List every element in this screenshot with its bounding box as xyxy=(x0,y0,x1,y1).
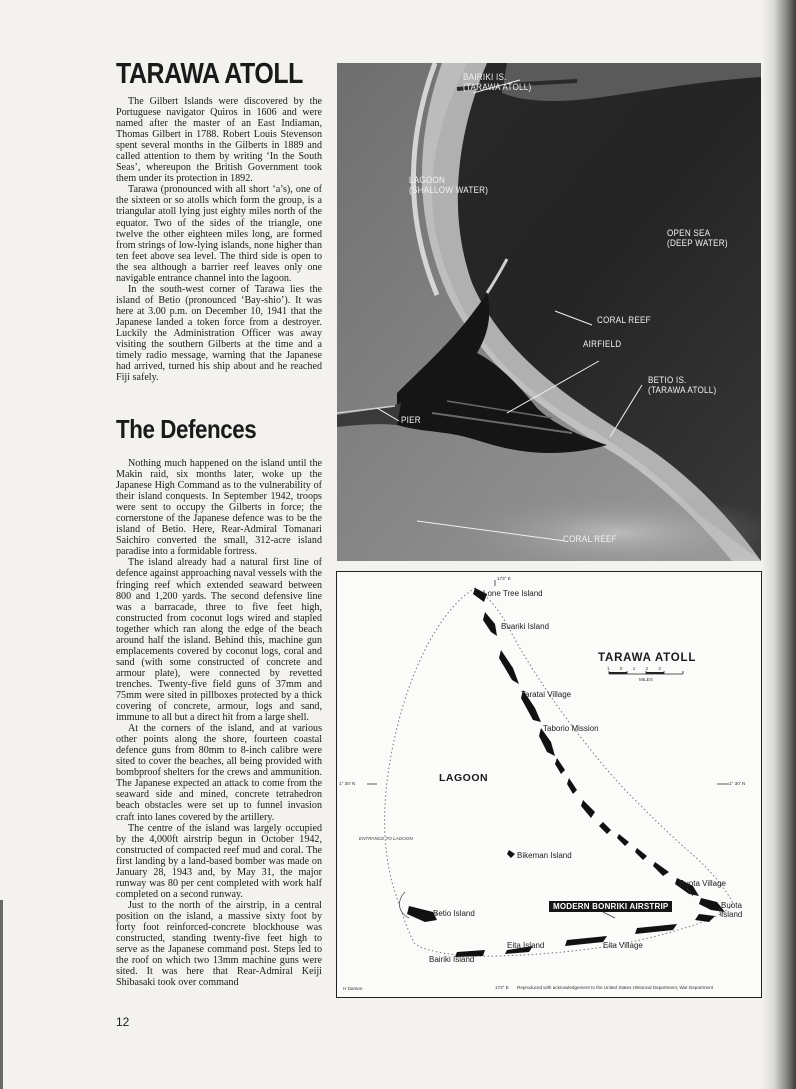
lat-label-left: 1° 30' N xyxy=(339,781,356,786)
airstrip-label: MODERN BONRIKI AIRSTRIP xyxy=(549,901,672,912)
paragraph: Just to the north of the airstrip, in a central position on the island, a massive sixty foot by forty foot reinforced-concrete blockhouse was constructed, standing twenty-five feet high to serve as the Japanese command post. Steps led to the roof on which two 13mm machine guns were sited. It was here that Rear-Admiral Keiji Shibasaki took over command xyxy=(116,899,322,989)
aerial-photo xyxy=(337,63,761,561)
atoll-text xyxy=(116,96,322,383)
label-coral-reef-lower: CORAL REEF xyxy=(563,534,617,545)
paragraph: In the south-west corner of Tarawa lies the island of Betio (pronounced ‘Bay-shio’). It was here at 3.00 p.m. on December 10, 1941 that the Japanese landed a token force from a destroyer. Luckily the Administration Officer was away visiting the southern Gilberts at the time and a timely radio message, warning that the Japanese had arrived, turned his ship about and he reached Fiji safely. xyxy=(116,283,322,384)
lon-label-top: 173° E xyxy=(497,576,511,581)
paragraph: Tarawa (pronounced with all short ‘a’s), one of the sixteen or so atolls which form the group, is a triangular atoll lying just eighty miles north of the equator. Two of the sides of the triangle, one twelve the other eighteen miles long, are formed from strings of low-lying islands, none higher than ten feet above sea level. The third side is open to the sea although a barrier reef leaves only one navigable entrance channel into the lagoon. xyxy=(116,184,322,284)
lon-label-bottom: 173° E xyxy=(495,985,509,990)
atoll-outline xyxy=(337,572,761,997)
tarawa-map xyxy=(336,571,762,998)
place-eita-village: Eita Village xyxy=(603,941,643,950)
entrance-label: ENTRANCE TO LAGOON xyxy=(359,836,413,841)
label-bairiki: BAIRIKI IS. (TARAWA ATOLL) xyxy=(463,72,532,93)
aerial-photo-image xyxy=(337,63,761,561)
paragraph: The Gilbert Islands were discovered by the Portuguese navigator Quiros in 1606 and were named after the master of an East Indiaman, Thomas Gilbert in 1788. Robert Louis Stevenson spent several months in the Gilberts in 1889 and called attention to them by writing ‘In the South Seas’, whereupon the British Government took them under its protection in 1892. xyxy=(116,96,322,185)
label-betio: BETIO IS. (TARAWA ATOLL) xyxy=(648,375,717,396)
place-bikeman: Bikeman Island xyxy=(517,851,572,860)
scale-unit: MILES xyxy=(639,677,653,682)
label-airfield: AIRFIELD xyxy=(583,339,622,350)
section-title: The Defences xyxy=(116,414,257,444)
place-lone-tree: Lone Tree Island xyxy=(483,589,543,598)
label-lagoon: LAGOON (SHALLOW WATER) xyxy=(409,175,489,196)
place-betio: Betio Island xyxy=(433,909,475,918)
page-title: TARAWA ATOLL xyxy=(116,58,303,90)
place-taratai: Taratai Village xyxy=(521,690,572,699)
lat-label-right: 1° 30' N xyxy=(729,781,746,786)
place-buota-village: Buota Village xyxy=(679,879,726,888)
map-credit-artist: H Damon xyxy=(343,986,363,991)
page-number: 12 xyxy=(116,1015,130,1029)
page-left-edge xyxy=(0,900,3,1089)
scale-ticks: 1 0 1 2 3 xyxy=(607,666,661,671)
page-binding-shadow xyxy=(762,0,796,1089)
label-open-sea: OPEN SEA (DEEP WATER) xyxy=(667,228,728,249)
paragraph: The centre of the island was largely occupied by the 4,000ft airstrip begun in October 1942, constructed of compacted reef mud and coral. The first landing by a land-based bomber was made on January 28, 1943 and, by May 31, the major runway was 80 per cent completed with work half completed on a second runway. xyxy=(116,822,322,900)
place-bairiki: Bairiki Island xyxy=(429,955,475,964)
paragraph: Nothing much happened on the island until the Makin raid, six months later, woke up the Japanese High Command as to the vulnerability of their island conquests. In September 1942, troops were sent to occupy the Gilberts in force; the cornerstone of the Japanese defence was to be the island of Betio. Here, Rear-Admiral Tomanari Saichiro converted the small, 312-acre island paradise into a formidable fortress. xyxy=(116,458,322,558)
paragraph: The island already had a natural first line of defence against approaching naval vessels with the fringing reef which extended seaward between 800 and 1,200 yards. The second defensive line was a barracade, three to five feet high, constructed from coconut logs wired and stapled together which ran along the edge of the beach around half the island. Behind this, machine gun emplacements covered by coconut logs, coral and sand (with some constructed of concrete and armour plate), were connected by revetted trenches. Twenty-five field guns of 37mm and 75mm were sited in pillboxes protected by a thick covering of concrete, armour, logs and sand, immune to all but a direct hit from a large shell. xyxy=(116,557,322,724)
place-buariki: Buariki Island xyxy=(501,622,550,631)
place-buota-island: Buota Island xyxy=(721,901,743,919)
place-taborio: Taborio Mission xyxy=(543,724,599,733)
label-pier: PIER xyxy=(401,415,421,426)
label-coral-reef-upper: CORAL REEF xyxy=(597,315,651,326)
map-title: TARAWA ATOLL xyxy=(598,652,697,664)
map-lagoon-label: LAGOON xyxy=(439,772,489,784)
defences-text xyxy=(116,458,322,988)
place-eita-island: Eita Island xyxy=(507,941,545,950)
map-credit: Reproduced with acknowledgement to the United States Historical Department, War Department xyxy=(517,985,713,990)
paragraph: At the corners of the island, and at various other points along the shore, fourteen coastal defence guns from 80mm to 8-inch calibre were sited to cover the beaches, all being provided with bombproof shelters for the crews and ammunition. The Japanese expected an attack to come from the seaward side and mined, concrete tetrahedron beach obstacles were set up to funnel invasion craft into lanes covered by the artillery. xyxy=(116,723,322,823)
